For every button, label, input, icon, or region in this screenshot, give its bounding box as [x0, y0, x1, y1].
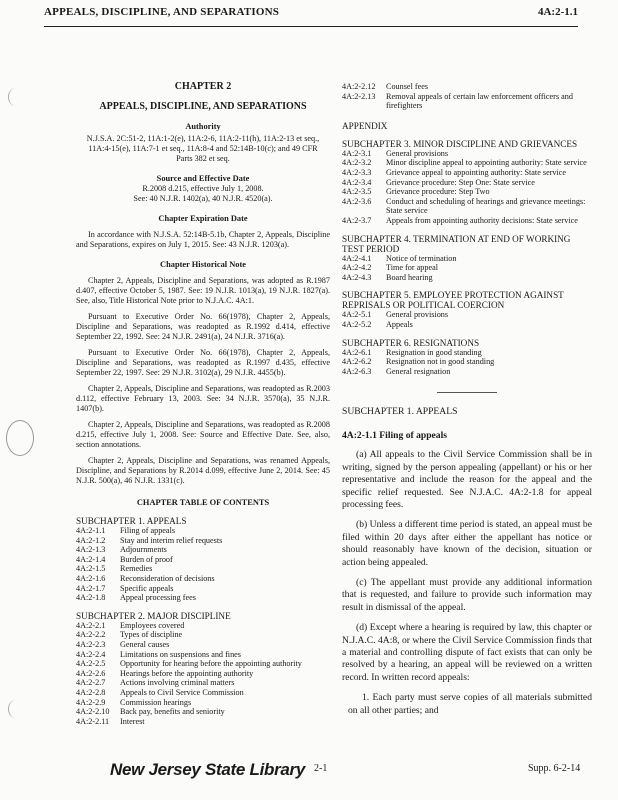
toc-title: Removal appeals of certain law enforcement officers and firefighters — [386, 91, 573, 111]
toc-title: Interest — [120, 716, 145, 726]
toc-title: Resignation not in good standing — [386, 357, 495, 367]
toc-number: 4A:2-1.2 — [76, 535, 106, 545]
toc-title: Limitations on suspensions and fines — [120, 649, 241, 659]
punch-hole-top — [8, 88, 23, 106]
subchapter-1-toc — [76, 526, 330, 603]
toc-number: 4A:2-1.8 — [76, 593, 106, 603]
toc-number: 4A:2-1.3 — [76, 545, 106, 555]
toc-number: 4A:2-2.1 — [76, 620, 106, 630]
toc-title: Grievance procedure: Step Two — [386, 187, 490, 197]
toc-title: Commission hearings — [120, 697, 192, 707]
toc-number: 4A:2-3.3 — [342, 167, 372, 177]
subchapter-1-title: SUBCHAPTER 1. APPEALS — [76, 516, 187, 526]
toc-number: 4A:2-2.7 — [76, 678, 106, 688]
toc-number: 4A:2-2.10 — [76, 707, 110, 717]
history-note: Pursuant to Executive Order No. 66(1978), Chapter 2, Appeals, Discipline and Separations, was readopted as R.1997 d.435, effective September 22, 1997. See: 29 N.J.R. 3102(a), 29 N.J.R. 4455(b). — [76, 348, 330, 377]
toc-title: Board hearing — [386, 272, 433, 282]
toc-title: Resignation in good standing — [386, 347, 482, 357]
appendix-label: APPENDIX — [342, 120, 388, 131]
toc-number: 4A:2-6.2 — [342, 357, 372, 367]
toc-title: Notice of termination — [386, 253, 457, 263]
toc-number: 4A:2-3.2 — [342, 158, 372, 168]
paragraph-a: (a) All appeals to the Civil Service Commission shall be in writing, signed by the person appealing (appellant) or his or her representative and include the reason for the appeal and the specific relief requested. See N.J.A.C. 4A:2-1.8 for appeal processing fees. — [342, 449, 592, 510]
toc-number: 4A:2-1.6 — [76, 573, 106, 583]
history-note: Chapter 2, Appeals, Discipline and Separations, was readopted as R.2008 d.215, effective July 1, 2008. See: Source and Effective Date. See, also, section annotations. — [76, 420, 330, 449]
header-section: 4A:2-1.1 — [537, 6, 578, 18]
toc-title: Burden of proof — [120, 554, 173, 564]
toc-title: Hearings before the appointing authority — [120, 668, 254, 678]
toc-number: 4A:2-1.1 — [76, 526, 106, 535]
toc-title: Grievance appeal to appointing authority: State service — [386, 167, 567, 177]
body-subchapter-title: SUBCHAPTER 1. APPEALS — [342, 406, 458, 418]
section-heading: 4A:2-1.1 Filing of appeals — [342, 430, 448, 442]
history-note: Chapter 2, Appeals, Discipline and Separations, was readopted as R.2003 d.112, effective February 13, 2003. See: 34 N.J.R. 3570(a), 35 N.J.R. 1407(b). — [76, 384, 330, 413]
toc-number: 4A:2-6.1 — [342, 347, 372, 357]
chapter-title: APPEALS, DISCIPLINE, AND SEPARATIONS — [99, 101, 307, 112]
toc-title: General provisions — [386, 310, 449, 320]
toc-title: Grievance procedure: Step One: State service — [386, 177, 535, 187]
paragraph-b: (b) Unless a different time period is stated, an appeal must be filed within 20 days after either the appellant has notice or should reasonably have known of the decision, situation or action being appealed. — [342, 519, 592, 568]
toc-number: 4A:2-1.4 — [76, 554, 106, 564]
paragraph-d-1: 1. Each party must serve copies of all materials submitted on all other parties; and — [348, 692, 592, 716]
toc-title: Employees covered — [120, 620, 185, 630]
toc-title: Conduct and scheduling of hearings and grievance meetings: State service — [386, 196, 586, 216]
chapter-number: CHAPTER 2 — [174, 81, 232, 92]
toc-number: 4A:2-2.2 — [76, 630, 106, 640]
toc-number: 4A:2-2.3 — [76, 639, 106, 649]
punch-hole-middle — [6, 420, 34, 456]
authority-heading: Authority — [185, 122, 221, 131]
page-number: 2-1 — [314, 763, 328, 774]
toc-title: Appeals from appointing authority decisions: State service — [386, 215, 578, 225]
toc-title: Remedies — [120, 564, 153, 574]
toc-number: 4A:2-2.12 — [342, 82, 376, 91]
toc-number: 4A:2-3.7 — [342, 215, 372, 225]
toc-title: Reconsideration of decisions — [120, 573, 215, 583]
toc-number: 4A:2-1.5 — [76, 564, 106, 574]
toc-title: Time for appeal — [386, 263, 438, 273]
subchapter-4-toc — [342, 254, 592, 283]
toc-title: Actions involving criminal matters — [120, 678, 235, 688]
toc-title: Stay and interim relief requests — [120, 535, 223, 545]
toc-number: 4A:2-1.7 — [76, 583, 106, 593]
toc-number: 4A:2-3.1 — [342, 148, 372, 158]
toc-number: 4A:2-2.5 — [76, 659, 106, 669]
toc-number: 4A:2-3.4 — [342, 177, 372, 187]
toc-title: Appeals — [386, 319, 413, 329]
toc-number: 4A:2-2.8 — [76, 687, 106, 697]
subchapter-6-toc — [342, 348, 592, 377]
authority-text: N.J.S.A. 2C:51-2, 11A:1-2(e), 11A:2-6, 11A:2-11(h), 11A:2-13 et seq., 11A:4-15(e), 11A:7-1 et seq., 11A:8-4 and 52:14B-10(c); and 49 CFR Parts 382 et seq. — [86, 134, 320, 163]
toc-number: 4A:2-2.9 — [76, 697, 106, 707]
paragraph-d: (d) Except where a hearing is required by law, this chapter or N.J.A.C. 4A:8, or where the Civil Service Commission finds that a material and controlling dispute of fact exists that can only be resolved by a hearing, an appeal will be reviewed on a written record. In written record appeals: — [342, 622, 592, 683]
subchapter-2-toc — [76, 621, 330, 727]
toc-number: 4A:2-4.3 — [342, 272, 372, 282]
toc-title: Appeals to Civil Service Commission — [120, 687, 244, 697]
history-heading: Chapter Historical Note — [160, 260, 246, 269]
subchapter-6-title: SUBCHAPTER 6. RESIGNATIONS — [342, 337, 480, 348]
toc-title: Specific appeals — [120, 583, 174, 593]
library-stamp: New Jersey State Library — [110, 760, 306, 779]
source-line-2: See: 40 N.J.R. 1402(a), 40 N.J.R. 4520(a). — [133, 194, 273, 203]
toc-title: Adjournments — [120, 545, 167, 555]
toc-title: Types of discipline — [120, 630, 183, 640]
toc-title: General resignation — [386, 366, 451, 376]
toc-number: 4A:2-5.2 — [342, 319, 372, 329]
toc-title: Filing of appeals — [120, 526, 176, 535]
source-heading: Source and Effective Date — [156, 174, 250, 183]
toc-number: 4A:2-3.6 — [342, 196, 372, 206]
toc-title: Appeal processing fees — [120, 593, 196, 603]
section-divider — [437, 392, 497, 393]
toc-number: 4A:2-2.13 — [342, 91, 376, 101]
toc-title: Back pay, benefits and seniority — [120, 707, 225, 717]
toc-title: General provisions — [386, 148, 449, 158]
history-note: Chapter 2, Appeals, Discipline and Separations, was adopted as R.1987 d.407, effective October 5, 1987. See: 19 N.J.R. 1013(a), 19 N.J.R. 1827(a). See, also, Title Historical Note prior to N.J.A.C. 4A:1. — [76, 276, 330, 305]
header-title: APPEALS, DISCIPLINE, AND SEPARATIONS — [44, 6, 280, 18]
toc-title: Counsel fees — [386, 82, 429, 91]
right-column — [342, 82, 592, 725]
toc-title: Minor discipline appeal to appointing authority: State service — [386, 158, 587, 168]
paragraph-c: (c) The appellant must provide any additional information that is requested, and failure to provide such information may result in dismissal of the appeal. — [342, 576, 592, 613]
subchapter-5-title: SUBCHAPTER 5. EMPLOYEE PROTECTION AGAINST REPRISALS OR POLITICAL COERCION — [342, 290, 564, 311]
expiration-heading: Chapter Expiration Date — [158, 214, 248, 223]
subchapter-5-toc — [342, 310, 592, 329]
subchapter-4-title: SUBCHAPTER 4. TERMINATION AT END OF WORKING TEST PERIOD — [342, 233, 571, 254]
source-line-1: R.2008 d.215, effective July 1, 2008. — [142, 184, 264, 193]
toc-number: 4A:2-2.6 — [76, 668, 106, 678]
expiration-text: In accordance with N.J.S.A. 52:14B-5.1b, Chapter 2, Appeals, Discipline and Separations, expires on July 1, 2015. See: 43 N.J.R. 1203(a). — [76, 230, 330, 249]
subchapter-2-toc-continued — [342, 82, 592, 111]
toc-number: 4A:2-4.1 — [342, 253, 372, 263]
toc-number: 4A:2-3.5 — [342, 187, 372, 197]
history-note: Chapter 2, Appeals, Discipline and Separations, was renamed Appeals, Discipline, and Separations by R.2014 d.099, effective June 2, 2014. See: 45 N.J.R. 500(a), 46 N.J.R. 1331(c). — [76, 456, 330, 485]
running-header — [44, 6, 578, 27]
supplement-date: Supp. 6-2-14 — [528, 763, 581, 774]
punch-hole-bottom — [8, 700, 23, 718]
subchapter-2-title: SUBCHAPTER 2. MAJOR DISCIPLINE — [76, 610, 231, 621]
toc-title: Opportunity for hearing before the appointing authority — [120, 659, 302, 669]
toc-number: 4A:2-6.3 — [342, 366, 372, 376]
toc-number: 4A:2-4.2 — [342, 263, 372, 273]
toc-number: 4A:2-2.11 — [76, 716, 110, 726]
toc-heading: CHAPTER TABLE OF CONTENTS — [136, 498, 270, 507]
left-column — [76, 82, 330, 726]
toc-title: General causes — [120, 639, 170, 649]
subchapter-3-toc — [342, 149, 592, 226]
history-note: Pursuant to Executive Order No. 66(1978), Chapter 2, Appeals, Discipline and Separations, was readopted as R.1992 d.414, effective September 22, 1992. See: 24 N.J.R. 2491(a), 24 N.J.R. 3716(a). — [76, 312, 330, 341]
toc-number: 4A:2-2.4 — [76, 649, 106, 659]
subchapter-3-title: SUBCHAPTER 3. MINOR DISCIPLINE AND GRIEVANCES — [342, 138, 578, 149]
toc-number: 4A:2-5.1 — [342, 310, 372, 320]
